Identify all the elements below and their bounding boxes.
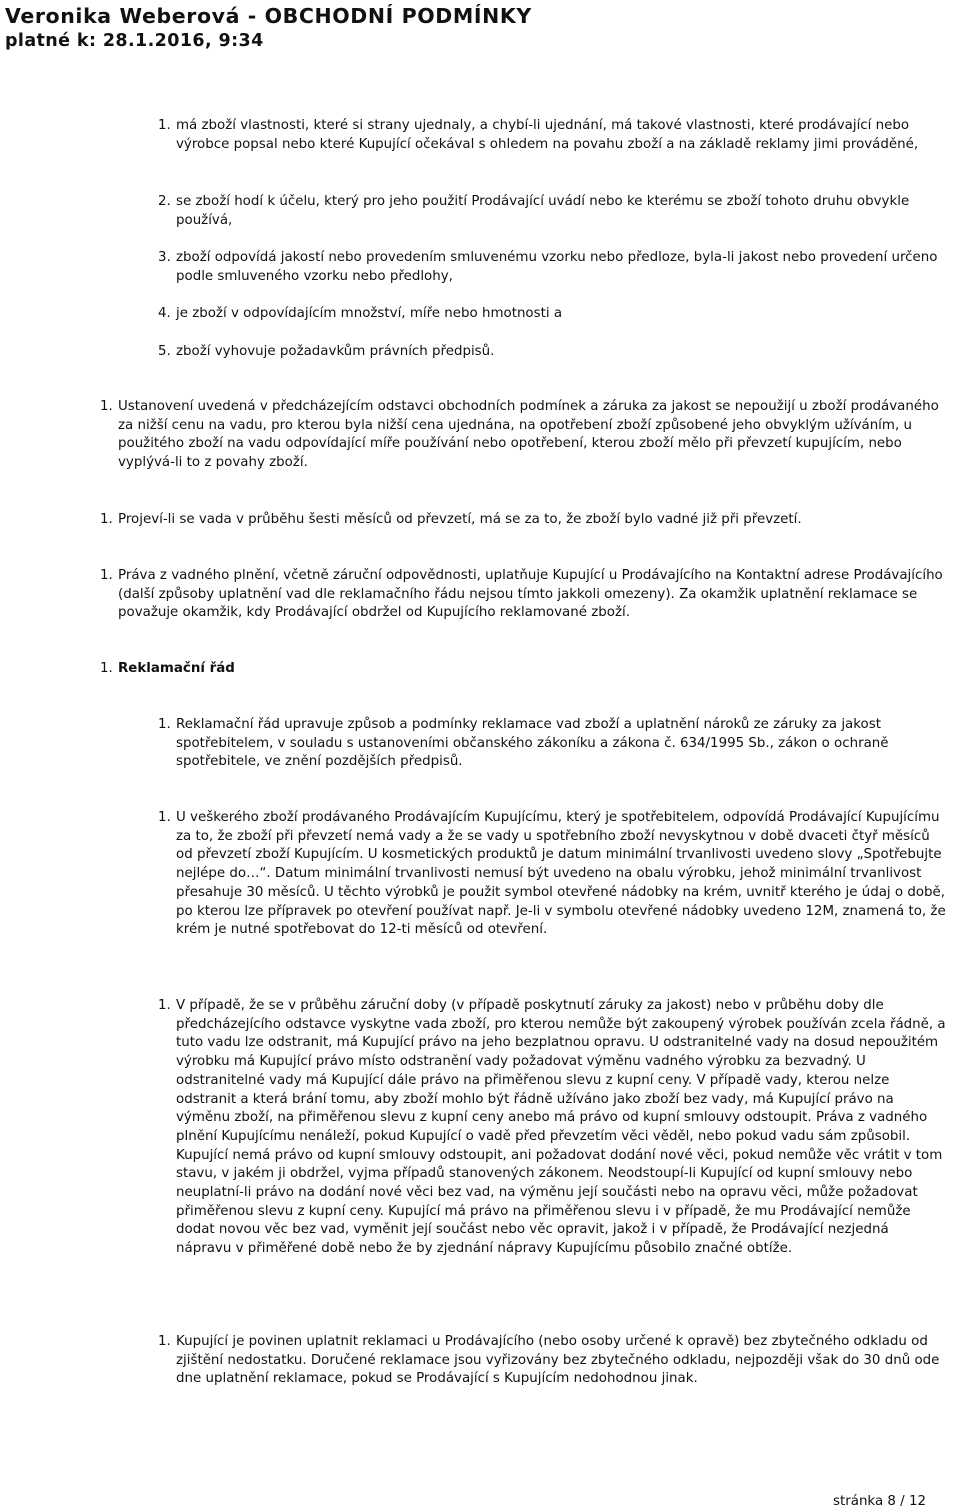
condition-number: 3. xyxy=(158,250,171,265)
paragraph-exclusions xyxy=(100,398,948,473)
claims-item-warranty xyxy=(158,809,948,940)
condition-number: 4. xyxy=(158,306,171,321)
paragraph-six-months xyxy=(100,511,948,530)
paragraph-number: 1. xyxy=(100,399,113,414)
condition-text: se zboží hodí k účelu, který pro jeho použití Prodávající uvádí nebo ke kterému se zboží tohoto druhu obvykle používá, xyxy=(176,194,910,228)
condition-number: 2. xyxy=(158,194,171,209)
paragraph-text: Práva z vadného plnění, včetně záruční odpovědnosti, uplatňuje Kupující u Prodávajícího na Kontaktní adrese Prodávajícího (další způsoby uplatnění vad dle reklamačního řádu nejsou tímto jakkoli omezeny). Za okamžik uplatnění reklamace se považuje okamžik, kdy Prodávající obdržel od Kupujícího reklamované zboží. xyxy=(118,568,943,621)
condition-text: je zboží v odpovídajícím množství, míře nebo hmotnosti a xyxy=(176,306,563,321)
page-number: stránka 8 / 12 xyxy=(833,1494,926,1509)
section-title: Reklamační řád xyxy=(118,661,235,676)
condition-number: 1. xyxy=(158,118,171,133)
claims-number: 1. xyxy=(158,717,171,732)
condition-text: zboží odpovídá jakostí nebo provedením smluvenému vzorku nebo předloze, byla-li jakost nebo provedení určeno podle smluveného vzorku nebo předlohy, xyxy=(176,250,938,284)
condition-text: zboží vyhovuje požadavkům právních předpisů. xyxy=(176,344,495,359)
section-number: 1. xyxy=(100,661,113,676)
condition-number: 5. xyxy=(158,344,171,359)
section-heading xyxy=(100,660,948,679)
condition-item-4 xyxy=(158,305,948,324)
claims-item-scope xyxy=(158,716,948,772)
claims-item-defects xyxy=(158,997,948,1259)
document-valid-date: platné k: 28.1.2016, 9:34 xyxy=(5,31,264,51)
condition-item-1 xyxy=(158,117,948,154)
claims-text: Reklamační řád upravuje způsob a podmínky reklamace vad zboží a uplatnění nároků ze záruky za jakost spotřebitelem, v souladu s ustanoveními občanského zákoníku a zákona č. 634/1995 Sb., zákon o ochraně spotřebitele, ve znění pozdějších předpisů. xyxy=(176,717,889,770)
condition-text: má zboží vlastnosti, které si strany ujednaly, a chybí-li ujednání, má takové vlastnosti, které prodávající nebo výrobce popsal nebo které Kupující očekával s ohledem na povahu zboží a na základě reklamy jimi prováděné, xyxy=(176,118,919,152)
claims-item-deadline xyxy=(158,1333,948,1389)
condition-item-3 xyxy=(158,249,948,286)
claims-text: Kupující je povinen uplatnit reklamaci u Prodávajícího (nebo osoby určené k opravě) bez zbytečného odkladu od zjištění nedostatku. Doručené reklamace jsou vyřizovány bez zbytečného odkladu, nejpozději však do 30 dnů ode dne uplatnění reklamace, pokud se Prodávající s Kupujícím nedohodnou jinak. xyxy=(176,1334,940,1387)
claims-text: U veškerého zboží prodávaného Prodávajícím Kupujícímu, který je spotřebitelem, odpovídá Prodávající Kupujícímu za to, že zboží při převzetí nemá vady a že se vady u spotřebního zboží nevyskytnou v době dvaceti čtyř měsíců od převzetí zboží Kupujícím. U kosmetických produktů je datum minimální trvanlivosti uvedeno slovy „Spotřebujte nejlépe do…“. Datum minimální trvanlivosti nemusí být uvedeno na obalu výrobku, jehož minimální trvanlivost přesahuje 30 měsíců. U těchto výrobků je použit symbol otevřené nádobky na krém, uvnitř kterého je údaj o době, po kterou lze přípravek po otevření používat např. Je-li v symbolu otevřené nádobky uvedeno 12M, znamená to, že krém je nutné spotřebovat do 12-ti měsíců od otevření. xyxy=(176,810,946,938)
claims-number: 1. xyxy=(158,998,171,1013)
claims-number: 1. xyxy=(158,810,171,825)
document-title: Veronika Weberová - OBCHODNÍ PODMÍNKY xyxy=(5,4,532,28)
condition-item-5 xyxy=(158,343,948,362)
paragraph-claim-rights xyxy=(100,567,948,623)
paragraph-text: Projeví-li se vada v průběhu šesti měsíců od převzetí, má se za to, že zboží bylo vadné již při převzetí. xyxy=(118,512,802,527)
page-header xyxy=(5,3,955,53)
condition-item-2 xyxy=(158,193,948,230)
claims-text: V případě, že se v průběhu záruční doby (v případě poskytnutí záruky za jakost) nebo v průběhu doby dle předcházejícího odstavce vyskytne vada zboží, pro kterou nemůže být zakoupený výrobek používán zcela řádně, a tuto vadu lze odstranit, má Kupující právo na jeho bezplatnou opravu. U odstranitelné vady na dosud nepoužitém výrobku má Kupující právo místo odstranění vady požadovat výměnu vadného výrobku za bezvadný. U odstranitelné vady má Kupující dále právo na přiměřenou slevu z kupní ceny. V případě vady, kterou nelze odstranit a která brání tomu, aby zboží mohlo být řádně užíváno jako zboží bez vady, má Kupující právo na výměnu zboží, na přiměřenou slevu z kupní ceny anebo má právo od kupní smlouvy odstoupit. Práva z vadného plnění Kupujícímu nenáleží, pokud Kupující o vadě před převzetím věci věděl, nebo pokud vadu sám způsobil. Kupující nemá právo od kupní smlouvy odstoupit, ani požadovat dodání nové věci, pokud nemůže věc vrátit v tom stavu, v jakém ji obdržel, vyjma případů stanovených zákonem. Neodstoupí-li Kupující od kupní smlouvy nebo neuplatní-li právo na dodání nové věci bez vad, na výměnu její součásti nebo na opravu věci, může požadovat přiměřenou slevu z kupní ceny. Kupující má právo na přiměřenou slevu i v případě, že mu Prodávající nemůže dodat novou věc bez vad, vyměnit její součást nebo věc opravit, jakož i v případě, že Prodávající nezjedná nápravu v přiměřené době nebo že by zjednání nápravy Kupujícímu působilo značné obtíže. xyxy=(176,998,946,1257)
claims-number: 1. xyxy=(158,1334,171,1349)
paragraph-number: 1. xyxy=(100,568,113,583)
paragraph-number: 1. xyxy=(100,512,113,527)
paragraph-text: Ustanovení uvedená v předcházejícím odstavci obchodních podmínek a záruka za jakost se nepoužijí u zboží prodávaného za nižší cenu na vadu, pro kterou byla nižší cena ujednána, na opotřebení zboží způsobené jeho obvyklým užíváním, u použitého zboží na vadu odpovídající míře používání nebo opotřebení, kterou zboží mělo při převzetí kupujícím, nebo vyplývá-li to z povahy zboží. xyxy=(118,399,939,471)
